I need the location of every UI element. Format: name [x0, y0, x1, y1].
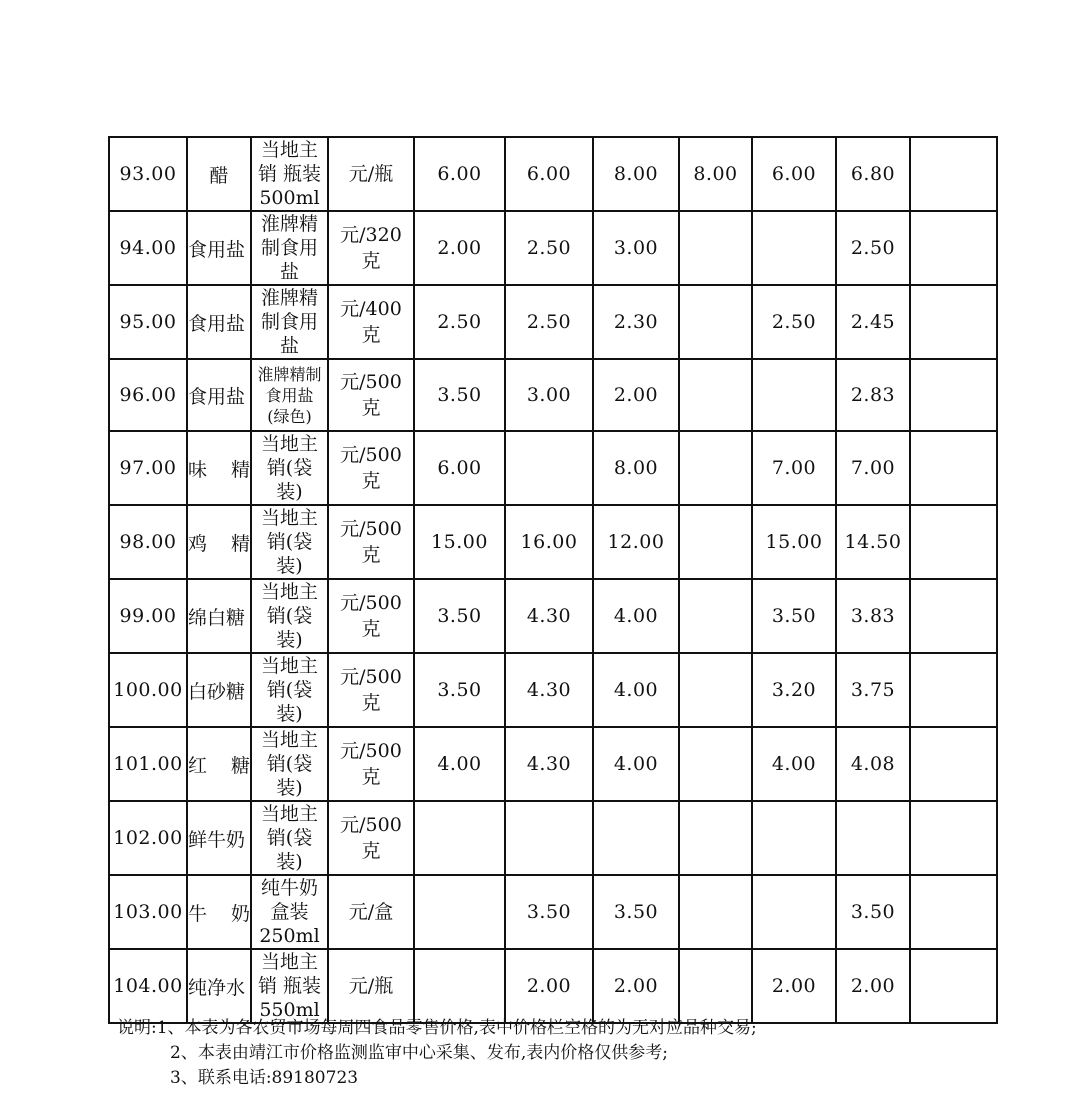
note-line-2: 2、本表由靖江市价格监测监审中心采集、发布,表内价格仅供参考;	[170, 1043, 668, 1063]
spec-line: 当地主	[260, 507, 318, 529]
price-cell	[910, 359, 997, 431]
item-name: 食用盐	[187, 359, 251, 431]
spec-line: 装)	[276, 555, 303, 577]
spec-line: 制食用	[260, 311, 318, 333]
item-spec	[251, 359, 328, 431]
price-cell: 2.00	[752, 949, 836, 1023]
item-unit	[328, 285, 414, 359]
table-row	[109, 727, 997, 801]
price-cell: 2.50	[752, 285, 836, 359]
price-cell: 4.00	[593, 579, 679, 653]
price-cell	[752, 801, 836, 875]
item-unit	[328, 505, 414, 579]
spec-line: 装)	[276, 851, 303, 873]
item-number: 101.00	[109, 727, 187, 801]
price-cell	[752, 359, 836, 431]
unit-line: 元/瓶	[348, 163, 394, 185]
item-unit	[328, 211, 414, 285]
price-cell: 3.50	[414, 579, 505, 653]
price-cell: 2.00	[593, 949, 679, 1023]
price-cell	[679, 727, 752, 801]
note-line-3: 3、联系电话:89180723	[170, 1068, 359, 1088]
table-row	[109, 949, 997, 1023]
table-row	[109, 579, 997, 653]
price-cell: 3.83	[836, 579, 910, 653]
unit-line: 克	[361, 397, 381, 419]
spec-line: 淮牌精	[260, 287, 318, 309]
unit-line: 元/瓶	[348, 975, 394, 997]
price-cell	[505, 431, 593, 505]
unit-line: 克	[361, 470, 381, 492]
item-number: 93.00	[109, 137, 187, 211]
item-unit	[328, 579, 414, 653]
item-spec	[251, 801, 328, 875]
item-number: 95.00	[109, 285, 187, 359]
price-cell: 3.50	[414, 653, 505, 727]
price-cell	[910, 137, 997, 211]
spec-line: 销(袋	[266, 679, 313, 701]
spec-line: 销(袋	[266, 753, 313, 775]
price-cell	[910, 801, 997, 875]
item-name: 牛 奶	[187, 875, 251, 949]
unit-line: 克	[361, 840, 381, 862]
spec-line: 盒装	[270, 901, 309, 923]
spec-line: 250ml	[259, 925, 320, 947]
unit-line: 元/500	[340, 740, 402, 762]
item-unit	[328, 727, 414, 801]
price-cell: 3.00	[505, 359, 593, 431]
unit-line: 元/320	[340, 224, 402, 246]
price-cell: 4.08	[836, 727, 910, 801]
price-cell	[910, 653, 997, 727]
price-cell: 2.00	[414, 211, 505, 285]
item-name: 鸡 精	[187, 505, 251, 579]
price-cell: 3.00	[593, 211, 679, 285]
item-name: 食用盐	[187, 211, 251, 285]
item-spec	[251, 653, 328, 727]
price-cell: 4.00	[752, 727, 836, 801]
spec-line: 当地主	[260, 729, 318, 751]
spec-line: 销(袋	[266, 605, 313, 627]
item-name: 味 精	[187, 431, 251, 505]
price-cell: 8.00	[593, 431, 679, 505]
price-cell	[910, 211, 997, 285]
spec-line: 盐	[279, 335, 299, 357]
price-cell: 3.50	[752, 579, 836, 653]
unit-line: 克	[361, 250, 381, 272]
price-cell: 3.50	[593, 875, 679, 949]
table-row	[109, 285, 997, 359]
item-number: 103.00	[109, 875, 187, 949]
item-name: 纯净水	[187, 949, 251, 1023]
price-cell	[414, 875, 505, 949]
item-number: 102.00	[109, 801, 187, 875]
item-spec	[251, 285, 328, 359]
unit-line: 元/400	[340, 298, 402, 320]
spec-line: 盐	[279, 261, 299, 283]
spec-line: 食用盐	[265, 385, 314, 405]
spec-line: 装)	[276, 777, 303, 799]
item-number: 104.00	[109, 949, 187, 1023]
price-cell	[910, 727, 997, 801]
price-cell: 2.83	[836, 359, 910, 431]
item-unit	[328, 875, 414, 949]
spec-line: 当地主	[260, 433, 318, 455]
price-cell: 4.30	[505, 653, 593, 727]
price-cell: 8.00	[593, 137, 679, 211]
spec-line: 装)	[276, 703, 303, 725]
price-cell	[414, 801, 505, 875]
unit-line: 元/500	[340, 814, 402, 836]
price-cell	[836, 801, 910, 875]
price-cell: 4.30	[505, 579, 593, 653]
spec-line: 当地主	[260, 655, 318, 677]
unit-line: 元/500	[340, 371, 402, 393]
price-cell: 16.00	[505, 505, 593, 579]
table-row	[109, 505, 997, 579]
price-cell: 2.00	[505, 949, 593, 1023]
item-spec	[251, 727, 328, 801]
item-number: 94.00	[109, 211, 187, 285]
item-spec	[251, 579, 328, 653]
price-cell	[752, 211, 836, 285]
spec-line: 当地主	[260, 951, 318, 973]
unit-line: 克	[361, 766, 381, 788]
item-spec	[251, 211, 328, 285]
table-row	[109, 137, 997, 211]
price-cell: 8.00	[679, 137, 752, 211]
price-cell	[679, 431, 752, 505]
spec-line: 销 瓶装	[257, 163, 322, 185]
item-spec	[251, 875, 328, 949]
price-cell: 4.00	[593, 653, 679, 727]
price-cell: 12.00	[593, 505, 679, 579]
item-unit	[328, 653, 414, 727]
spec-line: 当地主	[260, 581, 318, 603]
spec-line: 纯牛奶	[260, 877, 318, 899]
price-cell: 2.00	[593, 359, 679, 431]
unit-line: 克	[361, 544, 381, 566]
item-name: 绵白糖	[187, 579, 251, 653]
price-cell: 6.00	[752, 137, 836, 211]
price-cell	[910, 431, 997, 505]
table-row	[109, 431, 997, 505]
item-name: 鲜牛奶	[187, 801, 251, 875]
price-cell: 6.00	[414, 431, 505, 505]
table-row	[109, 801, 997, 875]
price-cell: 3.20	[752, 653, 836, 727]
spec-line: (绿色)	[267, 406, 312, 426]
price-cell: 7.00	[836, 431, 910, 505]
price-cell	[679, 875, 752, 949]
item-name: 红 糖	[187, 727, 251, 801]
price-cell: 2.50	[505, 211, 593, 285]
item-unit	[328, 431, 414, 505]
price-cell: 3.50	[505, 875, 593, 949]
price-cell	[505, 801, 593, 875]
item-number: 97.00	[109, 431, 187, 505]
spec-line: 装)	[276, 481, 303, 503]
price-cell: 15.00	[414, 505, 505, 579]
price-cell: 6.00	[414, 137, 505, 211]
price-cell	[679, 579, 752, 653]
unit-line: 元/500	[340, 592, 402, 614]
table-row	[109, 359, 997, 431]
price-cell: 14.50	[836, 505, 910, 579]
price-cell	[679, 505, 752, 579]
price-cell: 4.00	[414, 727, 505, 801]
item-number: 100.00	[109, 653, 187, 727]
item-unit	[328, 801, 414, 875]
spec-line: 销(袋	[266, 457, 313, 479]
price-cell: 6.80	[836, 137, 910, 211]
price-cell	[679, 653, 752, 727]
unit-line: 元/500	[340, 444, 402, 466]
price-cell: 3.50	[836, 875, 910, 949]
unit-line: 克	[361, 692, 381, 714]
item-number: 99.00	[109, 579, 187, 653]
spec-line: 销(袋	[266, 531, 313, 553]
item-number: 98.00	[109, 505, 187, 579]
price-cell	[752, 875, 836, 949]
spec-line: 制食用	[260, 237, 318, 259]
price-cell	[910, 505, 997, 579]
price-cell	[679, 801, 752, 875]
price-cell: 2.50	[505, 285, 593, 359]
table-row	[109, 211, 997, 285]
note-line-1: 说明:1、本表为各农贸市场每周四食品零售价格,表中价格栏空格的为无对应品种交易;	[117, 1018, 757, 1038]
price-cell	[910, 949, 997, 1023]
price-cell	[910, 875, 997, 949]
price-cell	[679, 285, 752, 359]
price-cell: 2.50	[836, 211, 910, 285]
item-unit	[328, 949, 414, 1023]
item-unit	[328, 137, 414, 211]
unit-line: 元/盒	[348, 901, 394, 923]
spec-line: 销(袋	[266, 827, 313, 849]
table-row	[109, 653, 997, 727]
unit-line: 元/500	[340, 518, 402, 540]
price-cell: 15.00	[752, 505, 836, 579]
price-cell: 6.00	[505, 137, 593, 211]
spec-line: 500ml	[259, 187, 320, 209]
spec-line: 当地主	[260, 139, 318, 161]
spec-line: 销 瓶装	[257, 975, 322, 997]
notes	[117, 1016, 757, 1091]
price-cell: 2.50	[414, 285, 505, 359]
unit-line: 克	[361, 324, 381, 346]
spec-line: 当地主	[260, 803, 318, 825]
unit-line: 元/500	[340, 666, 402, 688]
price-cell: 2.30	[593, 285, 679, 359]
price-cell: 3.75	[836, 653, 910, 727]
price-cell	[679, 949, 752, 1023]
price-cell	[593, 801, 679, 875]
price-cell	[910, 579, 997, 653]
table-body	[109, 137, 997, 1023]
unit-line: 克	[361, 618, 381, 640]
spec-line: 淮牌精制	[257, 364, 322, 384]
price-cell	[414, 949, 505, 1023]
item-number: 96.00	[109, 359, 187, 431]
item-spec	[251, 137, 328, 211]
price-cell	[910, 285, 997, 359]
price-cell: 7.00	[752, 431, 836, 505]
price-cell: 3.50	[414, 359, 505, 431]
price-table	[108, 136, 998, 1024]
item-spec	[251, 949, 328, 1023]
price-cell: 2.00	[836, 949, 910, 1023]
price-cell: 4.00	[593, 727, 679, 801]
price-cell	[679, 211, 752, 285]
price-cell	[679, 359, 752, 431]
spec-line: 装)	[276, 629, 303, 651]
spec-line: 550ml	[259, 999, 320, 1021]
item-name: 食用盐	[187, 285, 251, 359]
price-cell: 4.30	[505, 727, 593, 801]
item-name: 白砂糖	[187, 653, 251, 727]
item-name: 醋	[187, 137, 251, 211]
spec-line: 淮牌精	[260, 213, 318, 235]
price-cell: 2.45	[836, 285, 910, 359]
item-unit	[328, 359, 414, 431]
item-spec	[251, 505, 328, 579]
item-spec	[251, 431, 328, 505]
table-row	[109, 875, 997, 949]
